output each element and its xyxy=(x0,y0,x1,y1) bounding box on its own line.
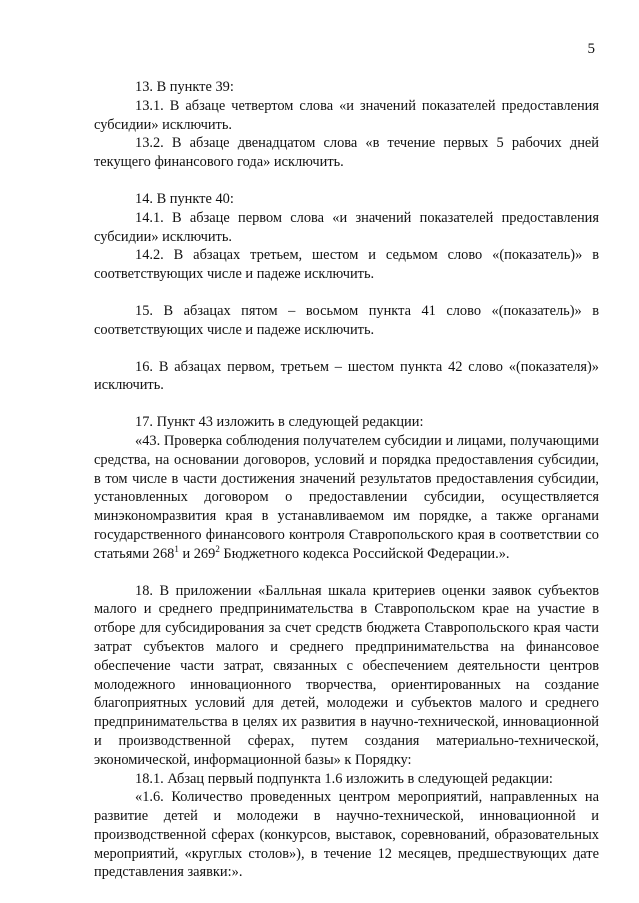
section-gap xyxy=(94,564,599,582)
paragraph: 18. В приложении «Балльная шкала критериев оценки заявок субъектов малого и среднего предпринимательства в Ставропольском крае на участие в отборе для субсидирования за счет средств бюджета Ставропольского края части затрат субъектов малого и среднего предпринимательства на финансовое обеспечение части затрат, связанных с обеспечением деятельности центров молодежного инновационного творчества, ориентированных на создание благоприятных условий для детей, молодежи и субъектов малого и среднего предпринимательства в целях их развития в научно-технической, инновационной и производственной сферах, путем создания материально-технической, экономической, информационной базы» к Порядку: xyxy=(94,582,599,768)
paragraph-text: и 269 xyxy=(178,545,216,562)
paragraph-with-footnotes xyxy=(94,432,599,564)
paragraph-text: «43. Проверка соблюдения получателем субсидии и лицами, получающими средства, на основании договоров, условий и порядка предоставления субсидии, в том числе в части достижения значений результатов предоставления субсидии, установленных договором о предоставлении субсидии, осуществляется минэкономразвития края в устанавливаемом им порядке, а также органами государственного финансового контроля Ставропольского края в соответствии со статьями 268 xyxy=(94,432,599,562)
paragraph: 14.1. В абзаце первом слова «и значений показателей предоставления субсидии» исключить. xyxy=(94,209,599,245)
paragraph: 13. В пункте 39: xyxy=(135,79,234,95)
paragraph: 13.1. В абзаце четвертом слова «и значений показателей предоставления субсидии» исключить. xyxy=(94,97,599,133)
paragraph: 15. В абзацах пятом – восьмом пункта 41 слово «(показатель)» в соответствующих числе и падеже исключить. xyxy=(94,302,599,338)
paragraph: 18.1. Абзац первый подпункта 1.6 изложить в следующей редакции: xyxy=(135,770,553,787)
paragraph: 13.2. В абзаце двенадцатом слова «в течение первых 5 рабочих дней текущего финансового года» исключить. xyxy=(94,135,599,171)
section-gap xyxy=(94,395,599,413)
page-number: 5 xyxy=(587,41,595,57)
superscript-number: 1 xyxy=(174,543,179,554)
paragraph-text: Бюджетного кодекса Российской Федерации.». xyxy=(219,545,510,562)
document-body xyxy=(94,78,599,882)
section-gap xyxy=(94,340,599,358)
paragraph: 14.2. В абзацах третьем, шестом и седьмом слово «(показатель)» в соответствующих числе и падеже исключить. xyxy=(94,247,599,283)
section-gap xyxy=(94,172,599,190)
paragraph: 14. В пункте 40: xyxy=(135,190,234,207)
section-gap xyxy=(94,284,599,302)
paragraph: «1.6. Количество проведенных центром мероприятий, направленных на развитие детей и молодежи в научно-технической, инновационной и производственной сферах (конкурсов, выставок, соревнований, образовательных мероприятий, «круглых столов»), в течение 12 месяцев, предшествующих дате представления заявки:». xyxy=(94,789,599,881)
superscript-number: 2 xyxy=(215,543,220,554)
paragraph: 16. В абзацах первом, третьем – шестом пункта 42 слово «(показателя)» исключить. xyxy=(94,358,599,394)
paragraph: 17. Пункт 43 изложить в следующей редакции: xyxy=(135,414,424,431)
